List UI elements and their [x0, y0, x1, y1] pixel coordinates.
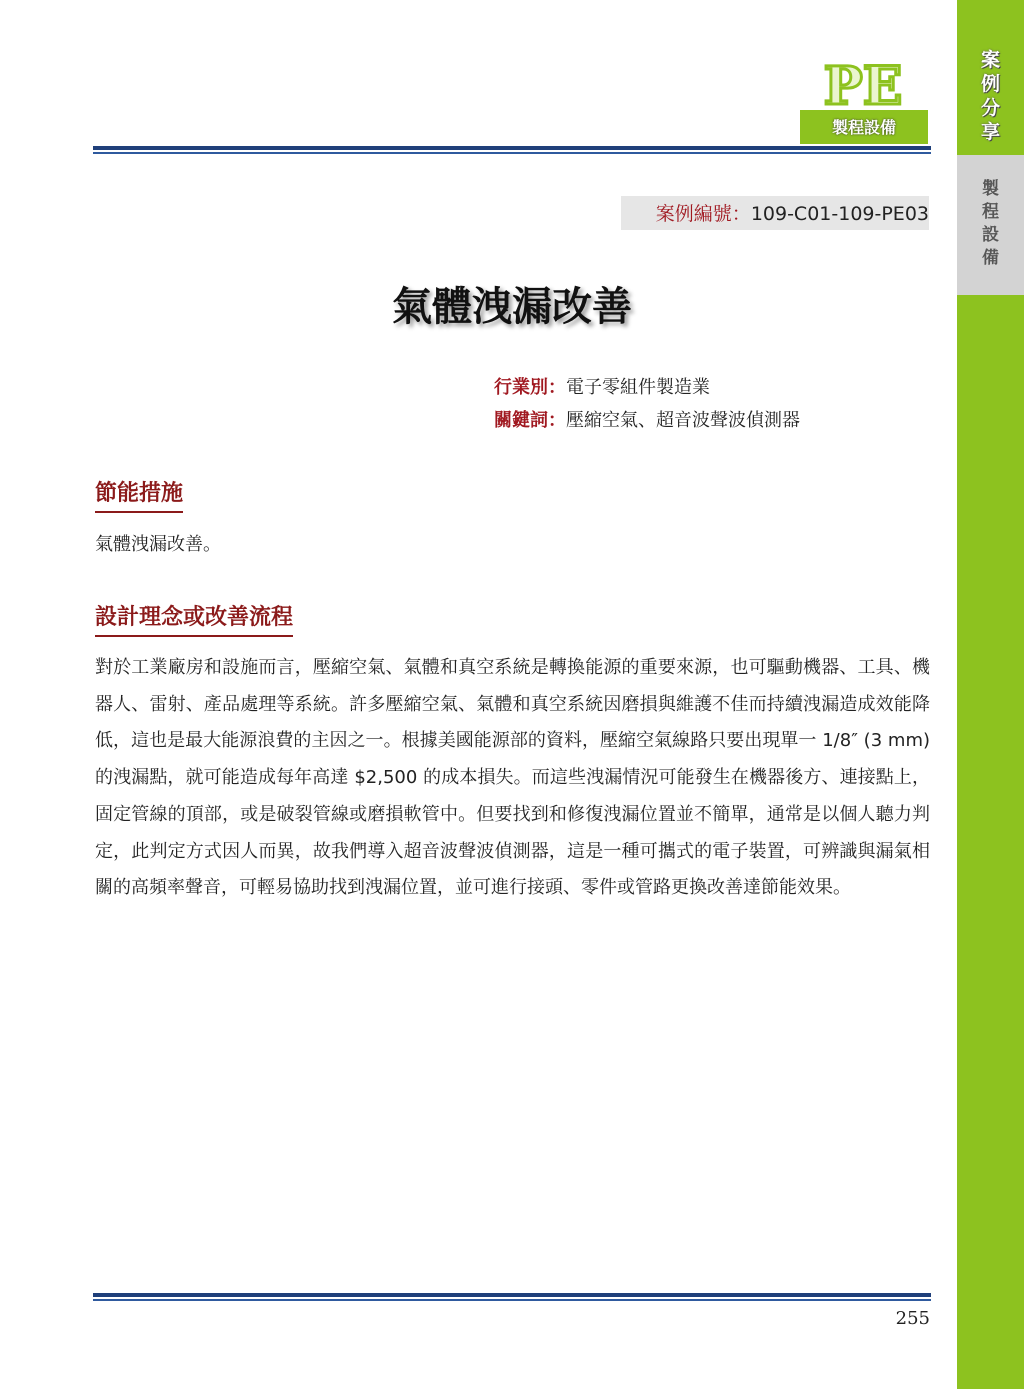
sidebar-title: [957, 48, 1024, 144]
keywords-value: 壓縮空氣、超音波聲波偵測器: [566, 410, 800, 431]
sidebar-category-char: 製: [982, 179, 999, 199]
sidebar-title-char: 例: [980, 73, 1000, 95]
keywords-line: [494, 407, 800, 435]
page-number: 255: [895, 1308, 930, 1329]
page-title: 氣體洩漏改善: [392, 284, 632, 330]
pe-logo: [806, 62, 920, 108]
keywords-label: 關鍵詞：: [494, 410, 566, 431]
sidebar-title-char: 案: [980, 49, 1000, 71]
case-number-value: 109-C01-109-PE03: [750, 203, 929, 225]
pe-logo-text: PE: [823, 62, 903, 108]
measures-heading: 節能措施: [95, 476, 183, 513]
industry-value: 電子零組件製造業: [566, 377, 710, 398]
sidebar-category: [957, 178, 1024, 270]
sidebar-title-char: 享: [980, 121, 1000, 143]
category-tab: 製程設備: [800, 110, 928, 144]
industry-line: [494, 374, 710, 402]
sidebar-title-char: 分: [980, 97, 1000, 119]
sidebar-category-char: 備: [982, 248, 999, 268]
design-text: 對於工業廠房和設施而言，壓縮空氣、氣體和真空系統是轉換能源的重要來源，也可驅動機器、工具、機器人、雷射、產品處理等系統。許多壓縮空氣、氣體和真空系統因磨損與維護不佳而持續洩漏造成效能降低，這也是最大能源浪費的主因之一。根據美國能源部的資料，壓縮空氣線路只要出現單一 1/8″ (3 mm) 的洩漏點，就可能造成每年高達 $2,500 的成本損失。而這些洩漏情況可能發生在機器後方、連接點上，固定管線的頂部，或是破裂管線或磨損軟管中。但要找到和修復洩漏位置並不簡單，通常是以個人聽力判定，此判定方式因人而異，故我們導入超音波聲波偵測器，這是一種可攜式的電子裝置，可辨識與漏氣相關的高頻率聲音，可輕易協助找到洩漏位置，並可進行接頭、零件或管路更換改善達節能效果。: [95, 657, 930, 899]
case-number: [621, 196, 929, 230]
footer-rule: [93, 1293, 931, 1301]
case-number-label: 案例編號：: [655, 203, 751, 225]
industry-label: 行業別：: [494, 377, 566, 398]
measures-text: 氣體洩漏改善。: [95, 534, 221, 555]
sidebar-category-char: 設: [982, 225, 999, 245]
sidebar-category-char: 程: [982, 202, 999, 222]
design-heading: 設計理念或改善流程: [95, 600, 293, 637]
header-rule: [93, 146, 931, 154]
